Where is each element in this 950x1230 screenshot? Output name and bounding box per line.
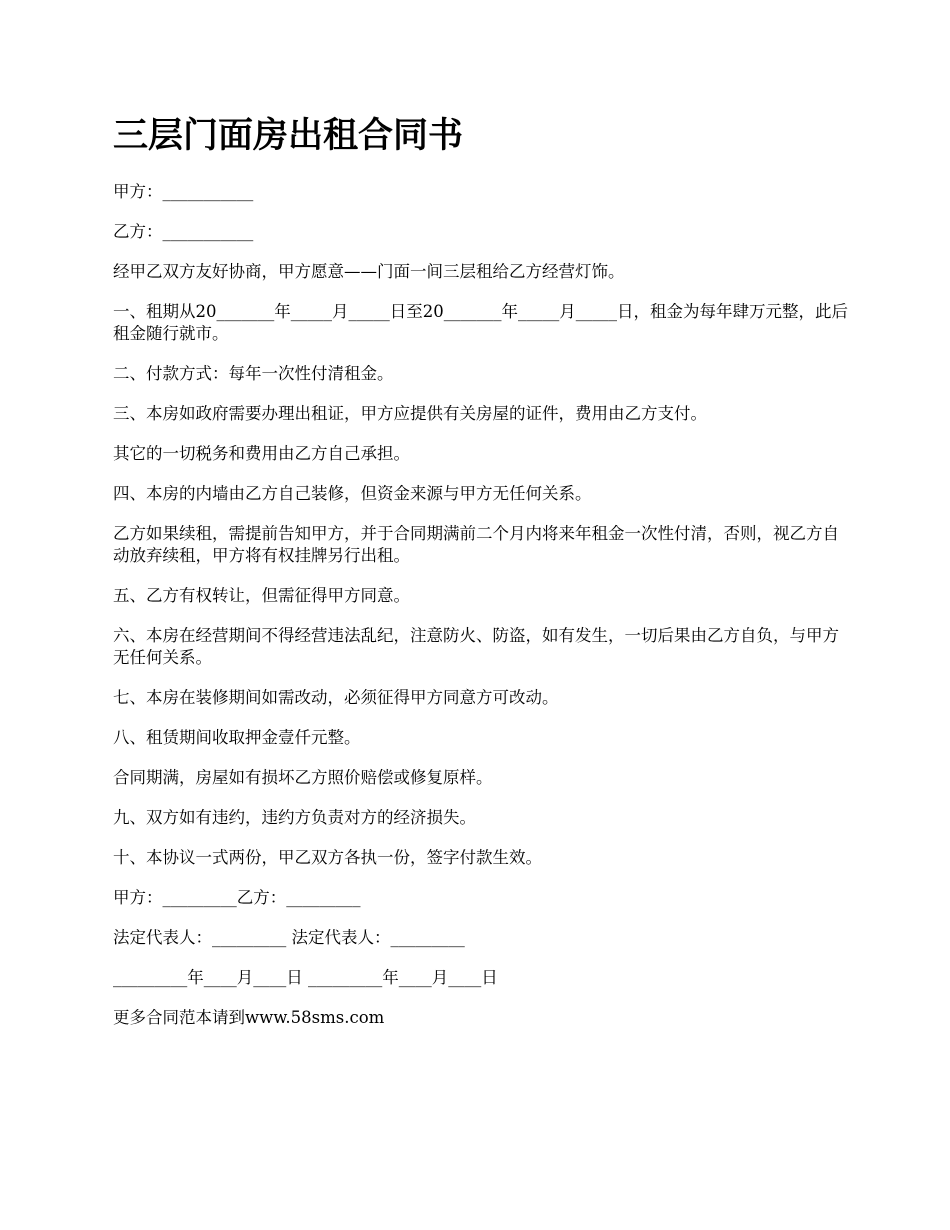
contract-body [113, 108, 853, 1029]
clause-4-renovation: 四、本房的内墙由乙方自己装修，但资金来源与甲方无任何关系。 [113, 484, 592, 503]
clause-7-modification: 七、本房在装修期间如需改动，必须征得甲方同意方可改动。 [113, 688, 559, 707]
clause-5-transfer: 五、乙方有权转让，但需征得甲方同意。 [113, 586, 410, 605]
clause-3-taxes: 其它的一切税务和费用由乙方自己承担。 [113, 444, 410, 463]
clause-8-damage: 合同期满，房屋如有损坏乙方照价赔偿或修复原样。 [113, 768, 493, 787]
footer-link-text: 更多合同范本请到www.58sms.com [113, 1008, 385, 1027]
signature-dates: _________年____月____日 _________年____月____日 [113, 968, 498, 987]
clause-10-copies: 十、本协议一式两份，甲乙双方各执一份，签字付款生效。 [113, 848, 542, 867]
document-title: 三层门面房出租合同书 [113, 115, 464, 156]
clause-8-deposit: 八、租赁期间收取押金壹仟元整。 [113, 728, 361, 747]
signature-representatives: 法定代表人：_________ 法定代表人：_________ [113, 928, 465, 947]
clause-9-breach: 九、双方如有违约，违约方负责对方的经济损失。 [113, 808, 476, 827]
clause-2-payment: 二、付款方式：每年一次性付清租金。 [113, 364, 394, 383]
party-a-line: 甲方：___________ [113, 182, 254, 201]
intro-paragraph: 经甲乙双方友好协商，甲方愿意——门面一间三层租给乙方经营灯饰。 [113, 262, 625, 281]
signature-parties: 甲方：_________乙方：_________ [113, 888, 361, 907]
clause-4-renewal: 乙方如果续租，需提前告知甲方，并于合同期满前二个月内将来年租金一次性付清，否则，视乙方自动放弃续租，甲方将有权挂牌另行出租。 [113, 524, 839, 565]
party-b-line: 乙方：___________ [113, 222, 254, 241]
clause-3-rental-permit: 三、本房如政府需要办理出租证，甲方应提供有关房屋的证件，费用由乙方支付。 [113, 404, 707, 423]
clause-6-operation: 六、本房在经营期间不得经营违法乱纪，注意防火、防盗，如有发生，一切后果由乙方自负，与甲方无任何关系。 [113, 626, 839, 667]
clause-1-lease-term: 一、租期从20_______年_____月_____日至20_______年_____月_____日，租金为每年肆万元整，此后租金随行就市。 [113, 302, 848, 343]
